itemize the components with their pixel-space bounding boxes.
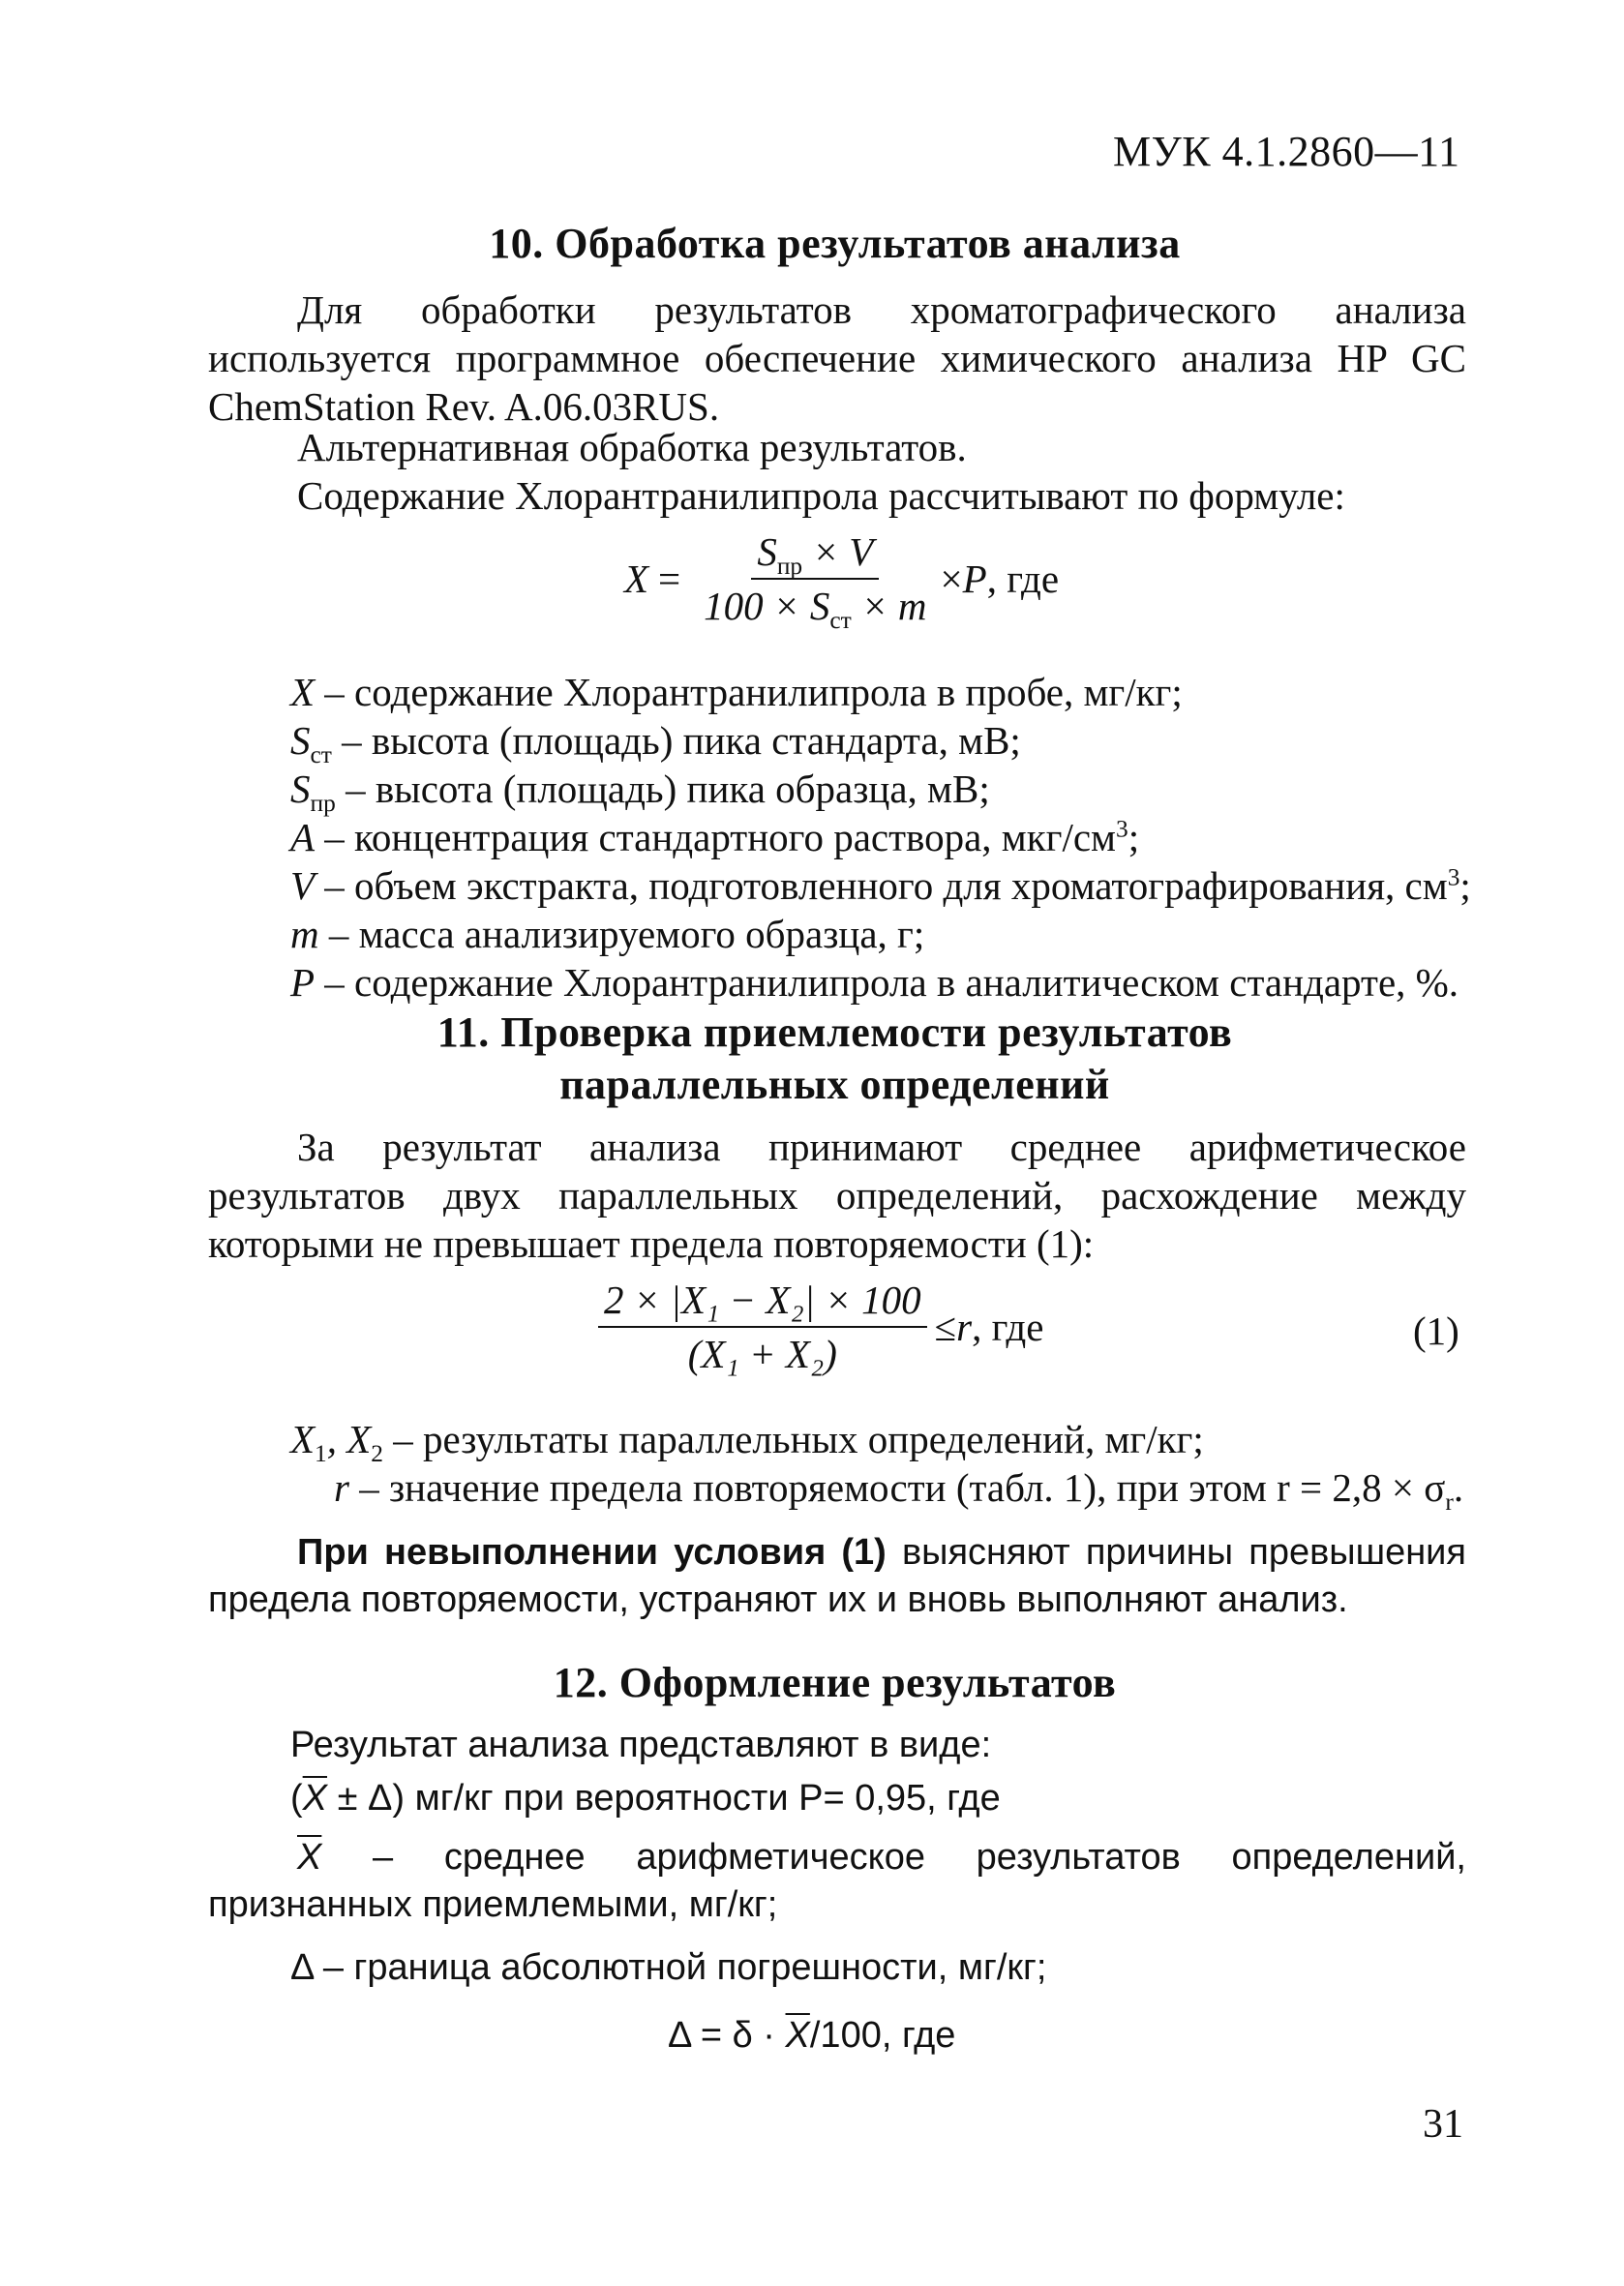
section-11-paragraph-1: За результат анализа принимают среднее арифметическое результатов двух параллельных определений, расхождение между которыми не превышает предела повторяемости (1):	[208, 1125, 1466, 1267]
definitions-list	[290, 668, 1471, 1007]
repeatability-numerator: 2 × |X₁ − X₂| × 100	[598, 1276, 927, 1328]
definition-item: $S_{ст}$ – высота (площадь) пика стандарта, мВ;	[290, 718, 1021, 769]
definition-item: V – объем экстракта, подготовленного для хроматографирования, $см^3$;	[290, 863, 1471, 908]
definition-x1-x2: $X_1$, $X_2$ – результаты параллельных определений, мг/кг;	[290, 1417, 1204, 1468]
section-10-paragraph-3: Содержание Хлорантранилипрола рассчитывают по формуле:	[297, 473, 1345, 518]
definition-item: m – масса анализируемого образца, г;	[290, 912, 925, 956]
equation-number: (1)	[1413, 1308, 1459, 1353]
definition-item: P – содержание Хлорантранилипрола в аналитическом стандарте, %.	[290, 960, 1459, 1005]
definition-item: X – содержание Хлорантранилипрола в пробе, мг/кг;	[290, 670, 1183, 714]
section-11-heading: 11. Проверка приемлемости результатов параллельных определений	[436, 1008, 1233, 1108]
repeatability-formula: $\frac{\text{2 × |X₁ − X₂| × 100}}{\text{(X₁ + X₂)}}$ ≤ r , где	[590, 1276, 1043, 1378]
running-header: МУК 4.1.2860—11	[1113, 128, 1460, 175]
formula-fraction	[698, 527, 932, 635]
section-12-paragraph-2: $(\overline{X} \pm \Delta)$ мг/кг при вероятности Р= 0,95, где	[290, 1778, 1001, 1819]
delta-formula: $\Delta = \delta \cdot \overline{X}/100$, где	[668, 2015, 956, 2056]
formula-content: X = $\frac{S_{пр} \times V}{100 \times S_{ст} \times m}$ × P , где	[624, 529, 1060, 635]
section-12-heading: 12. Оформление результатов	[553, 1659, 1117, 1706]
page-number: 31	[1423, 2102, 1463, 2147]
repeatability-fraction	[598, 1276, 927, 1378]
section-11-paragraph-2: При невыполнении условия (1) выясняют причины превышения предела повторяемости, устраняют их и вновь выполняют анализ.	[208, 1532, 1466, 1621]
definition-item: A – концентрация стандартного раствора, мкг/$см^3$;	[290, 815, 1140, 859]
section-12-paragraph-4: Δ – граница абсолютной погрешности, мг/кг;	[290, 1947, 1047, 1988]
formula-numerator: $S_{пр} \times V$	[751, 527, 879, 580]
formula-denominator: $100 \times S_{ст} \times m$	[704, 584, 927, 635]
section-10-heading: 10. Обработка результатов анализа	[489, 220, 1181, 267]
section-10-paragraph-2: Альтернативная обработка результатов.	[297, 425, 967, 469]
definition-r: r – значение предела повторяемости (табл. 1), при этом $r = 2,8 \times \sigma_r$.	[334, 1465, 1464, 1517]
section-12-paragraph-3: $\overline{X}$ – среднее арифметическое результатов определений, признанных приемлемыми, мг/кг;	[208, 1837, 1466, 1926]
section-12-paragraph-1: Результат анализа представляют в виде:	[290, 1725, 992, 1765]
section-10-paragraph-1: Для обработки результатов хроматографического анализа используется программное обеспечение химического анализа HP GC ChemStation Rev. A.06.03RUS.	[208, 287, 1466, 430]
definition-item: $S_{пр}$ – высота (площадь) пика образца, мВ;	[290, 767, 990, 818]
repeatability-denominator: (X₁ + X₂)	[687, 1332, 837, 1377]
